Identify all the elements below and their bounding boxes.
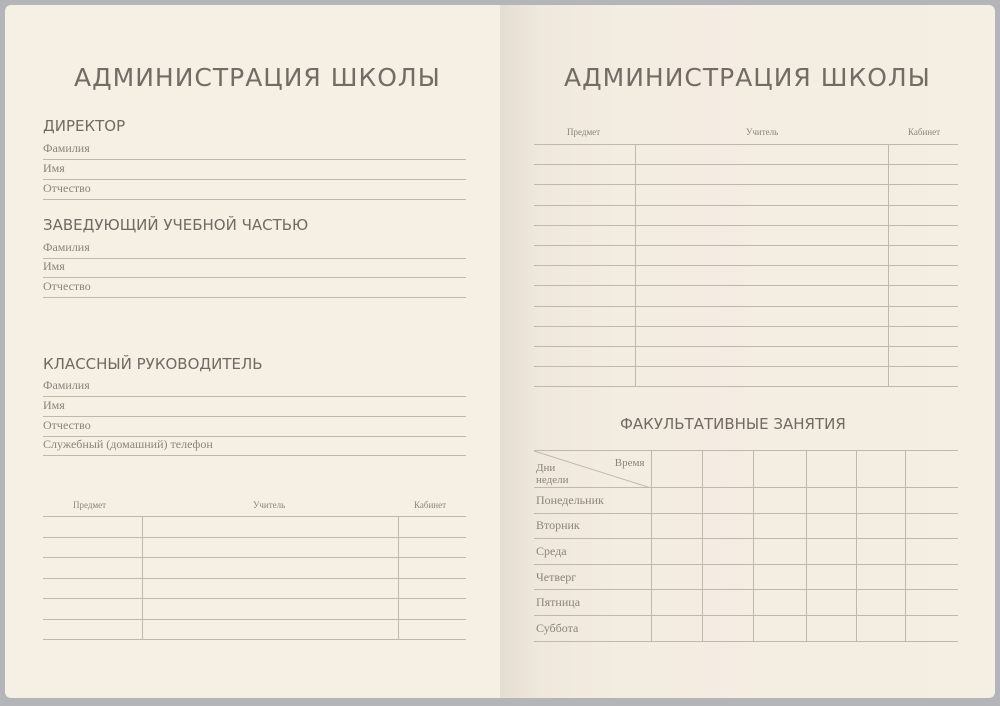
table-row xyxy=(534,564,958,590)
left-table-header xyxy=(43,500,466,512)
col-room-header: Кабинет xyxy=(908,127,941,137)
table-row xyxy=(534,451,958,488)
col-teacher-header: Учитель xyxy=(253,500,286,510)
director-name-field[interactable]: Имя xyxy=(43,161,466,180)
table-row xyxy=(534,488,958,514)
table-row xyxy=(534,225,958,245)
right-page xyxy=(500,5,995,698)
table-row xyxy=(43,537,466,558)
table-row xyxy=(534,205,958,225)
table-row xyxy=(43,578,466,599)
col-teacher-header: Учитель xyxy=(746,127,779,137)
table-row xyxy=(534,245,958,265)
class-teacher-name-field[interactable]: Имя xyxy=(43,398,466,417)
table-row xyxy=(534,367,958,387)
left-page-title: АДМИНИСТРАЦИЯ ШКОЛЫ xyxy=(74,63,441,92)
table-row xyxy=(534,513,958,539)
right-page-title: АДМИНИСТРАЦИЯ ШКОЛЫ xyxy=(564,63,931,92)
table-row xyxy=(534,326,958,346)
table-row xyxy=(534,615,958,641)
day-friday: Пятница xyxy=(534,590,651,616)
electives-heading: ФАКУЛЬТАТИВНЫЕ ЗАНЯТИЯ xyxy=(620,415,846,433)
head-teacher-name-field[interactable]: Имя xyxy=(43,259,466,278)
corner-cell xyxy=(534,451,651,488)
day-saturday: Суббота xyxy=(534,615,651,641)
col-subject-header: Предмет xyxy=(567,127,601,137)
day-wednesday: Среда xyxy=(534,539,651,565)
table-row xyxy=(534,346,958,366)
col-room-header: Кабинет xyxy=(414,500,447,510)
left-subject-table xyxy=(43,516,466,640)
corner-time-label: Время xyxy=(614,457,645,469)
right-subject-table xyxy=(534,144,958,387)
class-teacher-phone-field[interactable]: Служебный (домашний) телефон xyxy=(43,437,466,456)
head-teacher-patronymic-field[interactable]: Отчество xyxy=(43,279,466,298)
table-row xyxy=(43,599,466,620)
corner-days-label: Дни недели xyxy=(536,462,569,486)
class-teacher-surname-field[interactable]: Фамилия xyxy=(43,378,466,397)
director-heading: ДИРЕКТОР xyxy=(43,117,126,135)
table-row xyxy=(43,619,466,640)
table-row xyxy=(534,286,958,306)
table-row xyxy=(534,145,958,165)
class-teacher-heading: КЛАССНЫЙ РУКОВОДИТЕЛЬ xyxy=(43,355,263,373)
director-patronymic-field[interactable]: Отчество xyxy=(43,181,466,200)
table-row xyxy=(534,539,958,565)
table-row xyxy=(534,185,958,205)
day-monday: Понедельник xyxy=(534,488,651,514)
table-row xyxy=(534,306,958,326)
director-surname-field[interactable]: Фамилия xyxy=(43,141,466,160)
day-tuesday: Вторник xyxy=(534,513,651,539)
table-row xyxy=(534,590,958,616)
right-table-header xyxy=(534,127,958,139)
table-row xyxy=(43,558,466,579)
table-row xyxy=(534,165,958,185)
electives-table xyxy=(534,450,958,642)
head-teacher-heading: ЗАВЕДУЮЩИЙ УЧЕБНОЙ ЧАСТЬЮ xyxy=(43,216,309,234)
class-teacher-patronymic-field[interactable]: Отчество xyxy=(43,418,466,437)
day-thursday: Четверг xyxy=(534,564,651,590)
table-row xyxy=(43,517,466,538)
head-teacher-surname-field[interactable]: Фамилия xyxy=(43,240,466,259)
table-row xyxy=(534,266,958,286)
left-page xyxy=(5,5,500,698)
col-subject-header: Предмет xyxy=(73,500,107,510)
